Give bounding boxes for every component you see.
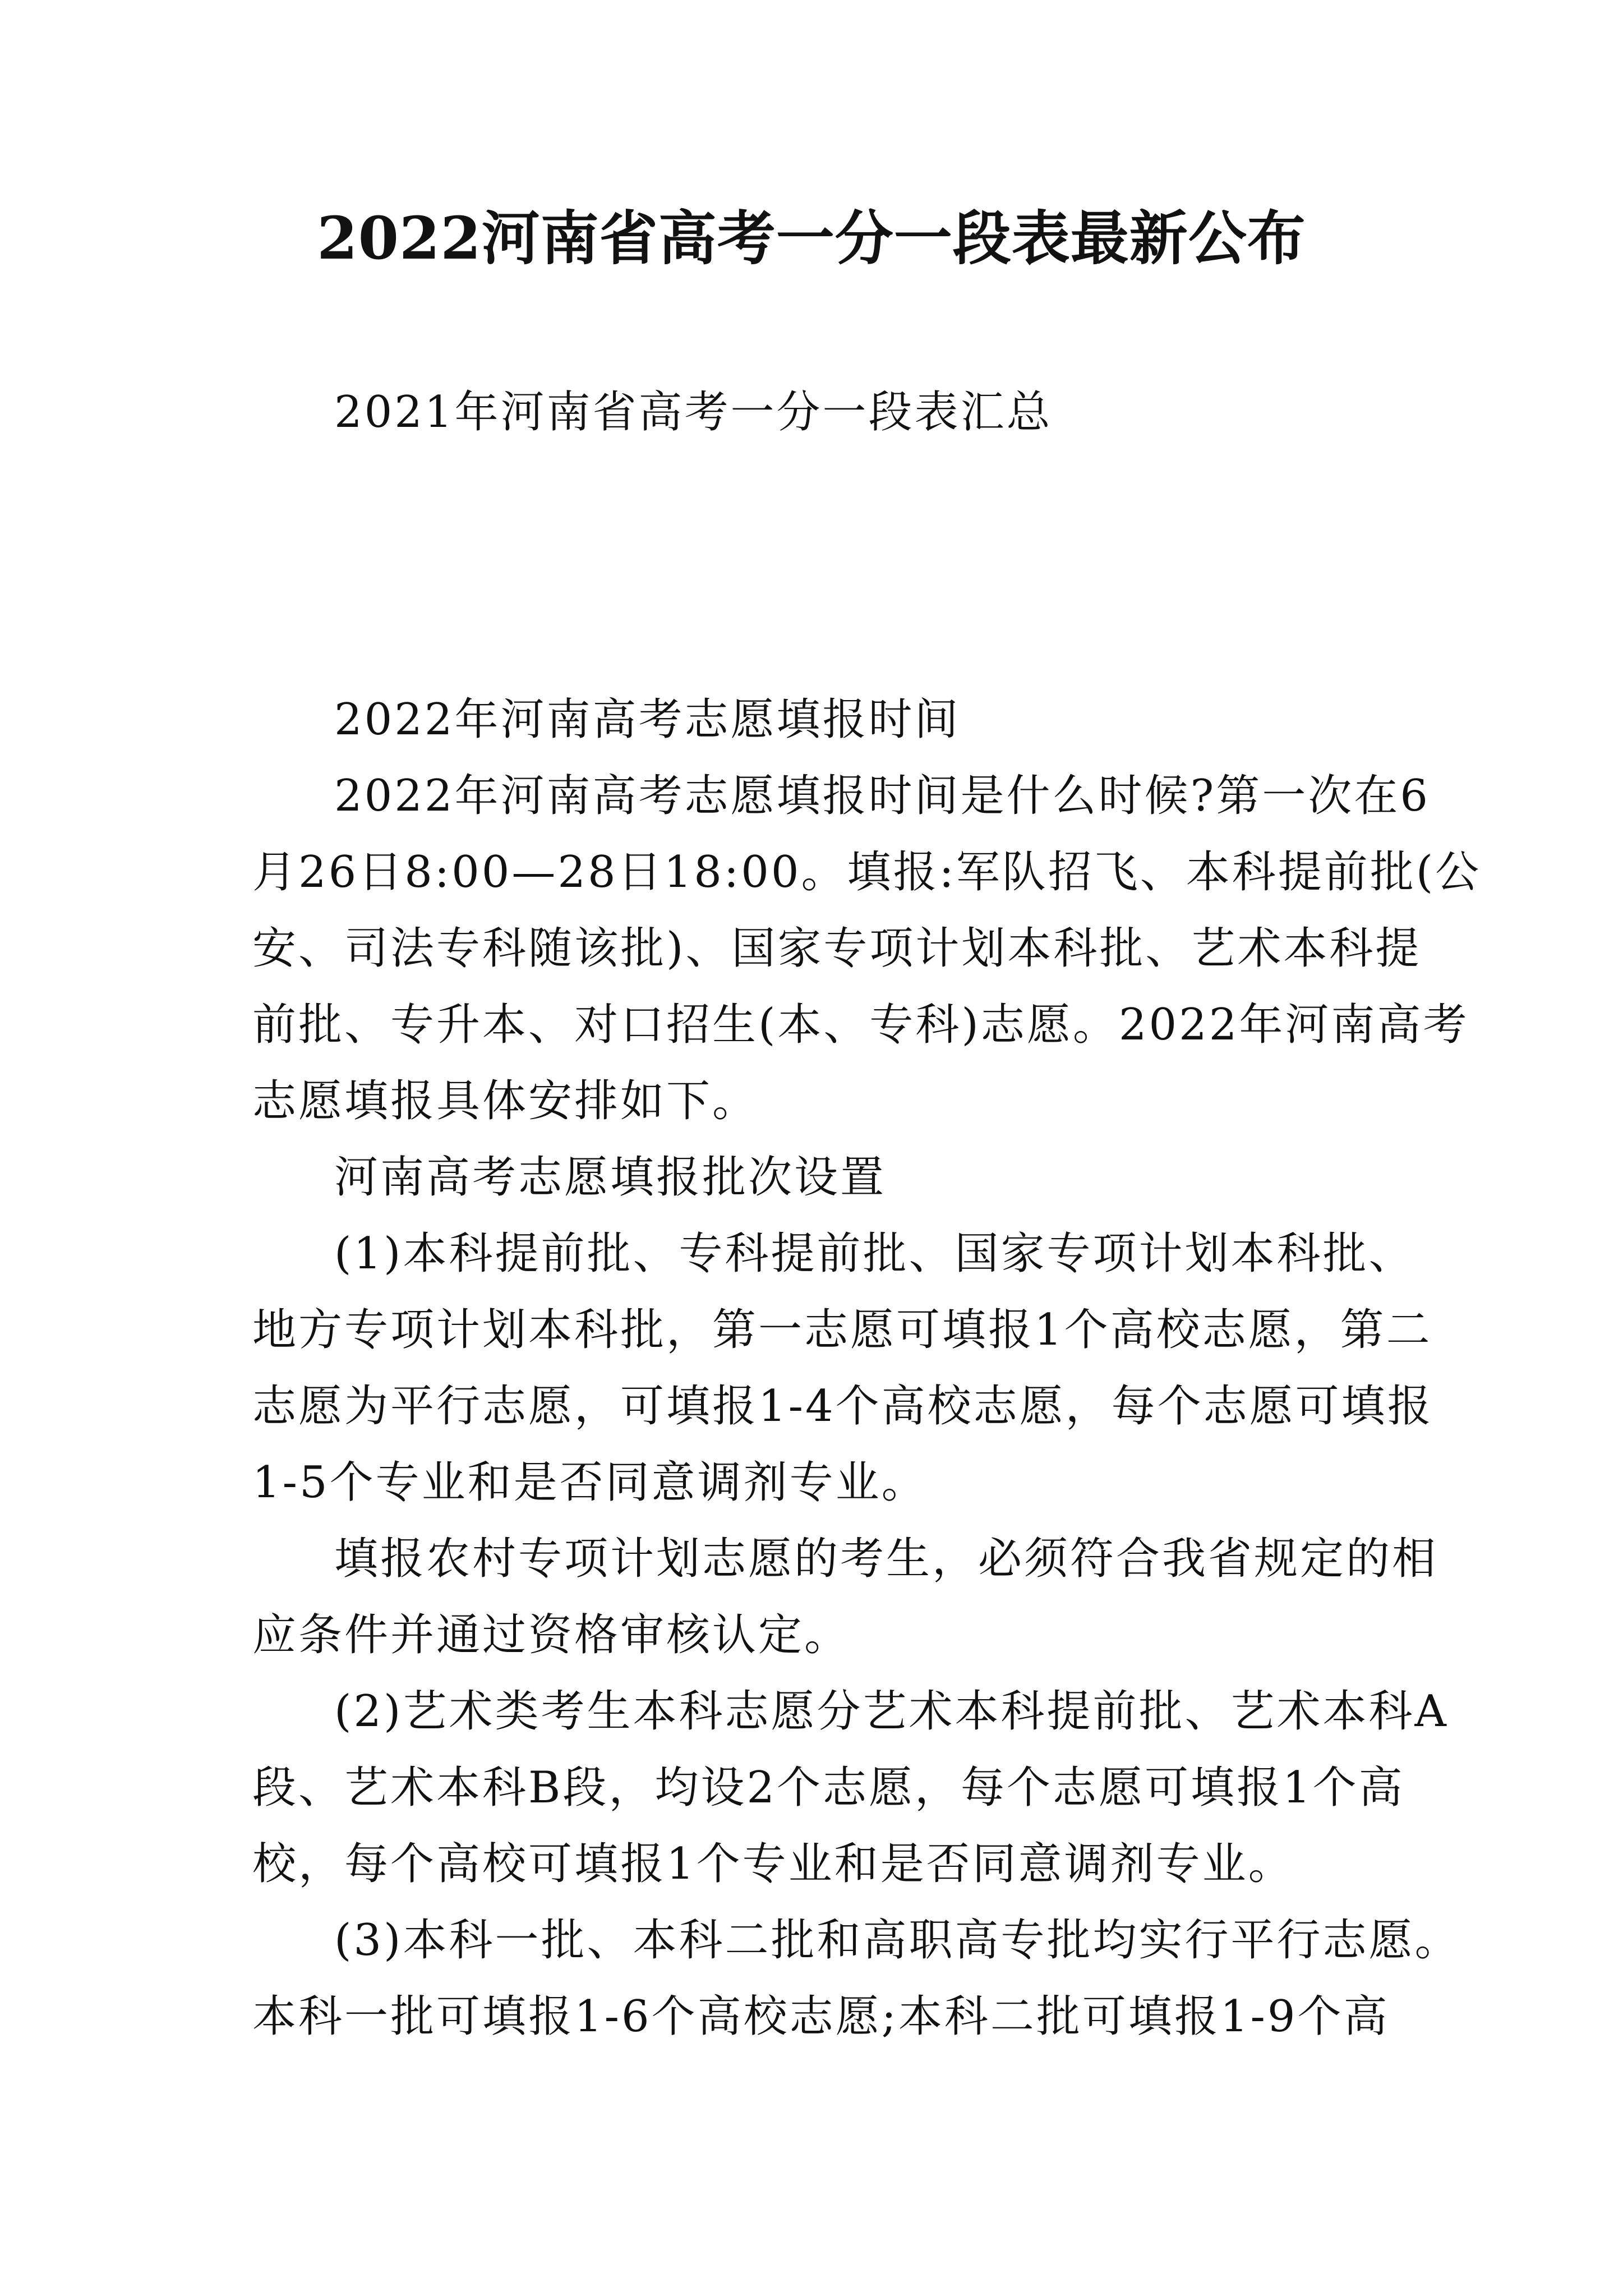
section-heading: 2022年河南高考志愿填报时间: [334, 694, 961, 745]
document-title: 2022河南省高考一分一段表最新公布: [317, 204, 1306, 273]
paragraph-line: 安、司法专科随该批)、国家专项计划本科批、艺术本科提: [252, 923, 1422, 974]
paragraph-line: 本科一批可填报1-6个高校志愿;本科二批可填报1-9个高: [252, 1991, 1390, 2042]
paragraph-line: 志愿为平行志愿，可填报1-4个高校志愿，每个志愿可填报: [252, 1381, 1433, 1432]
paragraph-line: (3)本科一批、本科二批和高职高专批均实行平行志愿。: [334, 1915, 1461, 1966]
paragraph-line: (1)本科提前批、专科提前批、国家专项计划本科批、: [334, 1228, 1415, 1279]
paragraph-line: 填报农村专项计划志愿的考生，必须符合我省规定的相: [334, 1534, 1438, 1584]
section-heading: 河南高考志愿填报批次设置: [334, 1152, 887, 1203]
paragraph-line: 地方专项计划本科批，第一志愿可填报1个高校志愿，第二: [252, 1305, 1432, 1355]
paragraph-line: 志愿填报具体安排如下。: [252, 1076, 759, 1126]
paragraph-line: 月26日8:00—28日18:00。填报:军队招飞、本科提前批(公: [252, 847, 1482, 898]
paragraph-line: 2021年河南省高考一分一段表汇总: [334, 387, 1053, 438]
paragraph-line: 应条件并通过资格审核认定。: [252, 1610, 851, 1660]
paragraph-line: 2022年河南高考志愿填报时间是什么时候?第一次在6: [334, 771, 1430, 821]
paragraph-line: 前批、专升本、对口招生(本、专科)志愿。2022年河南高考: [252, 1000, 1469, 1050]
paragraph-line: 校，每个高校可填报1个专业和是否同意调剂专业。: [252, 1839, 1294, 1889]
paragraph-line: (2)艺术类考生本科志愿分艺术本科提前批、艺术本科A: [334, 1686, 1449, 1737]
paragraph-line: 段、艺术本科B段，均设2个志愿，每个志愿可填报1个高: [252, 1763, 1405, 1813]
paragraph-line: 1-5个专业和是否同意调剂专业。: [252, 1457, 928, 1508]
